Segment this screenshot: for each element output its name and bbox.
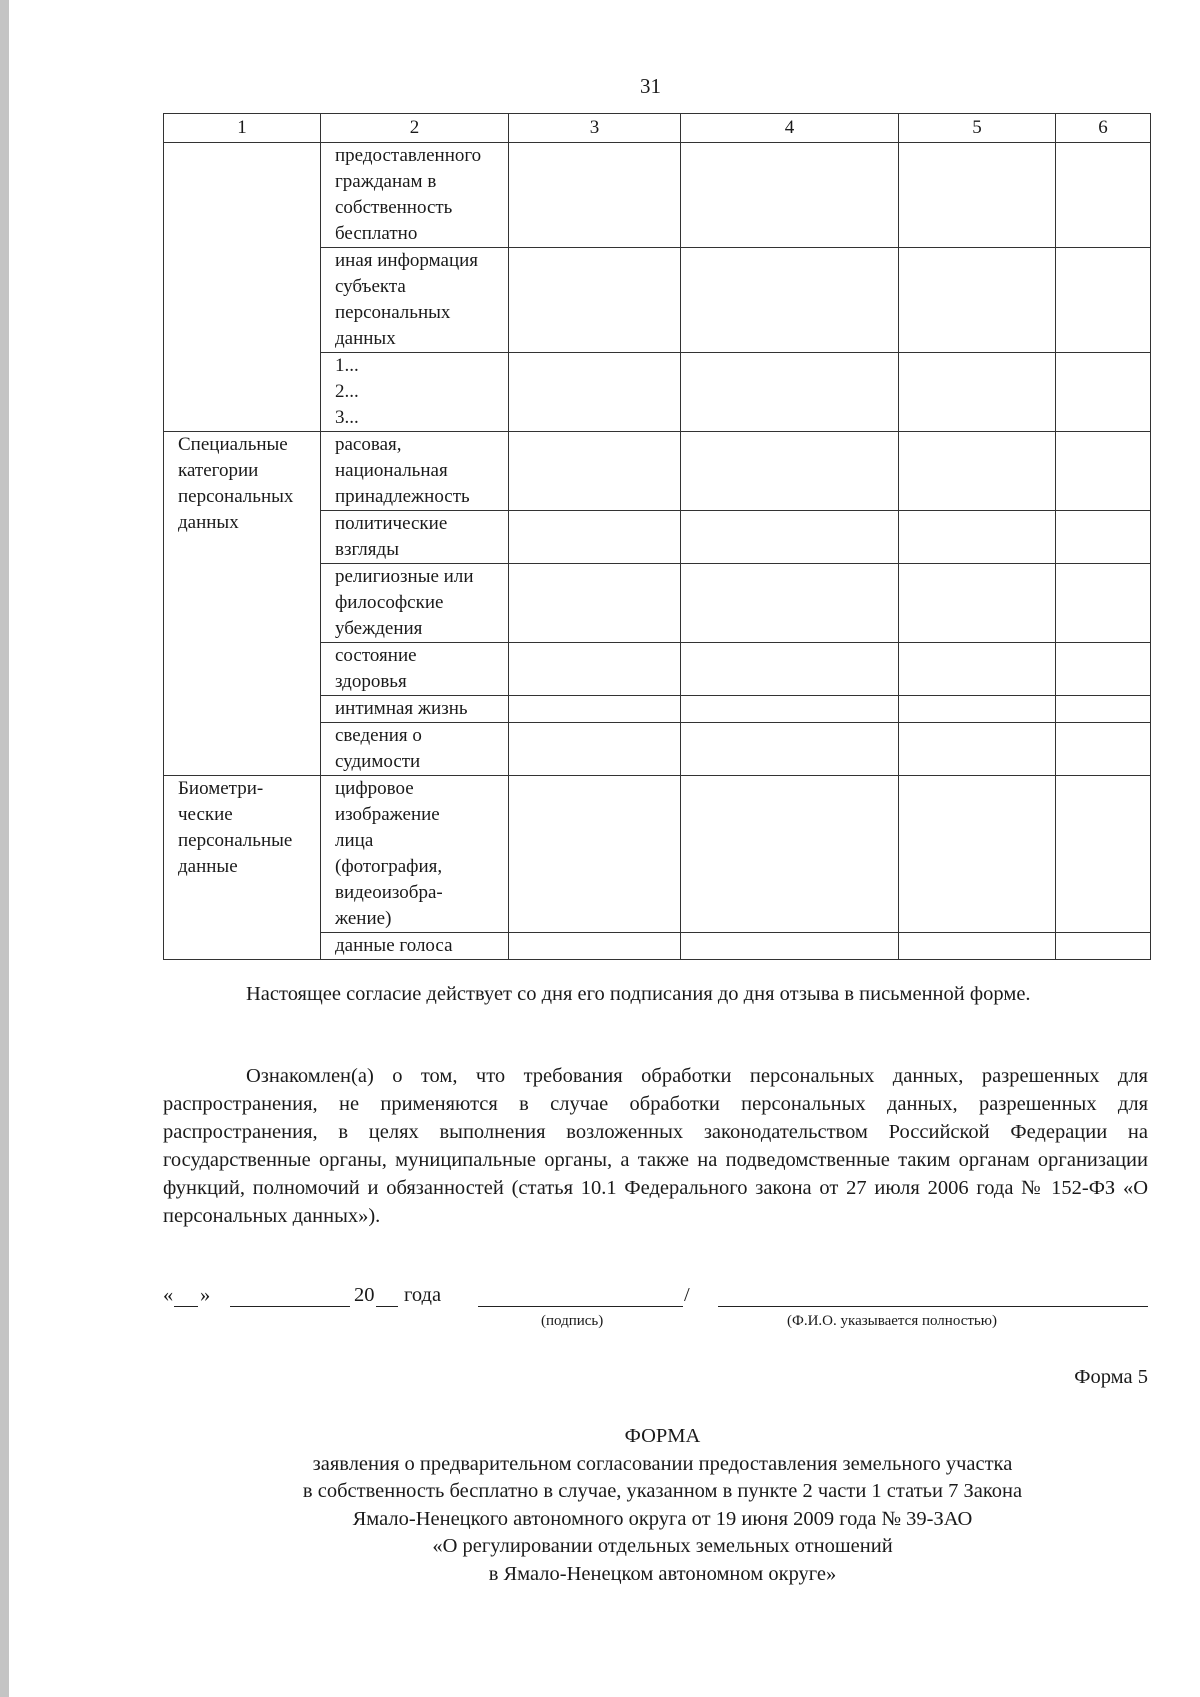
column-header: 1 xyxy=(164,114,321,143)
empty-input-cell[interactable] xyxy=(681,564,899,643)
personal-data-table xyxy=(163,113,1151,960)
scan-margin xyxy=(0,0,9,1697)
table-row xyxy=(164,432,1151,511)
empty-input-cell[interactable] xyxy=(681,933,899,960)
empty-input-cell[interactable] xyxy=(899,933,1056,960)
empty-input-cell[interactable] xyxy=(899,432,1056,511)
data-item-cell: интимная жизнь xyxy=(321,696,509,723)
page-number: 31 xyxy=(640,74,661,98)
table-row xyxy=(164,776,1151,933)
signature-caption: (подпись) xyxy=(541,1313,604,1329)
data-item-cell: 1... 2... 3... xyxy=(321,353,509,432)
data-item-cell: предоставленного гражданам в собственность бесплатно xyxy=(321,143,509,248)
month-field[interactable] xyxy=(230,1306,350,1307)
form-title-line: «О регулировании отдельных земельных отношений xyxy=(432,1535,893,1557)
date-close-quote: » xyxy=(200,1284,211,1306)
column-header: 2 xyxy=(321,114,509,143)
empty-input-cell[interactable] xyxy=(1056,143,1151,248)
form-title-line: заявления о предварительном согласовании предоставления земельного участка xyxy=(312,1452,1013,1475)
full-name-caption: (Ф.И.О. указывается полностью) xyxy=(787,1313,997,1329)
form-title-line: в собственность бесплатно в случае, указанном в пункте 2 части 1 статьи 7 Закона xyxy=(302,1480,1023,1502)
empty-input-cell[interactable] xyxy=(681,511,899,564)
empty-input-cell[interactable] xyxy=(681,248,899,353)
empty-input-cell[interactable] xyxy=(899,643,1056,696)
empty-input-cell[interactable] xyxy=(899,248,1056,353)
empty-input-cell[interactable] xyxy=(1056,432,1151,511)
empty-input-cell[interactable] xyxy=(1056,933,1151,960)
empty-input-cell[interactable] xyxy=(899,776,1056,933)
empty-input-cell[interactable] xyxy=(1056,696,1151,723)
data-item-cell: религиозные или философские убеждения xyxy=(321,564,509,643)
empty-input-cell[interactable] xyxy=(899,353,1056,432)
empty-input-cell[interactable] xyxy=(681,723,899,776)
consent-validity-paragraph: Настоящее согласие действует со дня его подписания до дня отзыва в письменной форме. xyxy=(246,983,1031,1005)
form-heading: ФОРМА xyxy=(624,1425,701,1447)
category-cell xyxy=(164,143,321,432)
empty-input-cell[interactable] xyxy=(681,696,899,723)
column-header: 6 xyxy=(1056,114,1151,143)
empty-input-cell[interactable] xyxy=(1056,511,1151,564)
acknowledgement-paragraph: Ознакомлен(а) о том, что требования обработки персональных данных, разрешенных для распространения, не применяются в случае обработки персональных данных, разрешенных для распространения, в целях выполнения возложенных законодательством Российской Федерации на государственные органы, муниципальные органы, а также на подведомственные таким органам организации функций, полномочий и обязанностей (статья 10.1 Федерального закона от 27 июля 2006 года № 152-ФЗ «О персональных данных»). xyxy=(163,1065,1148,1227)
empty-input-cell[interactable] xyxy=(509,432,681,511)
empty-input-cell[interactable] xyxy=(509,696,681,723)
slash-separator: / xyxy=(684,1284,690,1306)
data-item-cell: иная информация субъекта персональных данных xyxy=(321,248,509,353)
form-number: Форма 5 xyxy=(1074,1366,1148,1388)
data-item-cell: данные голоса xyxy=(321,933,509,960)
column-header: 4 xyxy=(681,114,899,143)
empty-input-cell[interactable] xyxy=(1056,723,1151,776)
empty-input-cell[interactable] xyxy=(509,776,681,933)
empty-input-cell[interactable] xyxy=(509,143,681,248)
empty-input-cell[interactable] xyxy=(509,511,681,564)
empty-input-cell[interactable] xyxy=(899,723,1056,776)
data-item-cell: цифровое изображение лица (фотография, видеоизобра- жение) xyxy=(321,776,509,933)
empty-input-cell[interactable] xyxy=(509,933,681,960)
empty-input-cell[interactable] xyxy=(509,723,681,776)
year-suffix: года xyxy=(404,1284,442,1306)
empty-input-cell[interactable] xyxy=(509,643,681,696)
empty-input-cell[interactable] xyxy=(1056,643,1151,696)
empty-input-cell[interactable] xyxy=(1056,353,1151,432)
form-title xyxy=(200,1423,1125,1588)
signature-field[interactable] xyxy=(478,1306,683,1307)
date-open-quote: « xyxy=(163,1284,174,1306)
empty-input-cell[interactable] xyxy=(509,564,681,643)
empty-input-cell[interactable] xyxy=(681,353,899,432)
data-item-cell: состояние здоровья xyxy=(321,643,509,696)
empty-input-cell[interactable] xyxy=(681,432,899,511)
table-header-row xyxy=(164,114,1151,143)
empty-input-cell[interactable] xyxy=(681,643,899,696)
category-cell: Биометри- ческие персональные данные xyxy=(164,776,321,960)
form-title-line: Ямало-Ненецкого автономного округа от 19 июня 2009 года № 39-ЗАО xyxy=(352,1507,973,1530)
full-name-field[interactable] xyxy=(718,1306,1148,1307)
year-field[interactable] xyxy=(376,1306,398,1307)
empty-input-cell[interactable] xyxy=(681,776,899,933)
empty-input-cell[interactable] xyxy=(899,696,1056,723)
form-title-line: в Ямало-Ненецком автономном округе» xyxy=(488,1562,837,1585)
data-item-cell: политические взгляды xyxy=(321,511,509,564)
empty-input-cell[interactable] xyxy=(1056,564,1151,643)
empty-input-cell[interactable] xyxy=(681,143,899,248)
empty-input-cell[interactable] xyxy=(899,511,1056,564)
column-header: 5 xyxy=(899,114,1056,143)
data-item-cell: расовая, национальная принадлежность xyxy=(321,432,509,511)
table-row xyxy=(164,143,1151,248)
empty-input-cell[interactable] xyxy=(899,143,1056,248)
column-header: 3 xyxy=(509,114,681,143)
day-field[interactable] xyxy=(174,1306,198,1307)
data-item-cell: сведения о судимости xyxy=(321,723,509,776)
empty-input-cell[interactable] xyxy=(509,353,681,432)
year-prefix: 20 xyxy=(354,1284,375,1306)
empty-input-cell[interactable] xyxy=(899,564,1056,643)
empty-input-cell[interactable] xyxy=(1056,776,1151,933)
empty-input-cell[interactable] xyxy=(509,248,681,353)
empty-input-cell[interactable] xyxy=(1056,248,1151,353)
category-cell: Специальные категории персональных данных xyxy=(164,432,321,776)
